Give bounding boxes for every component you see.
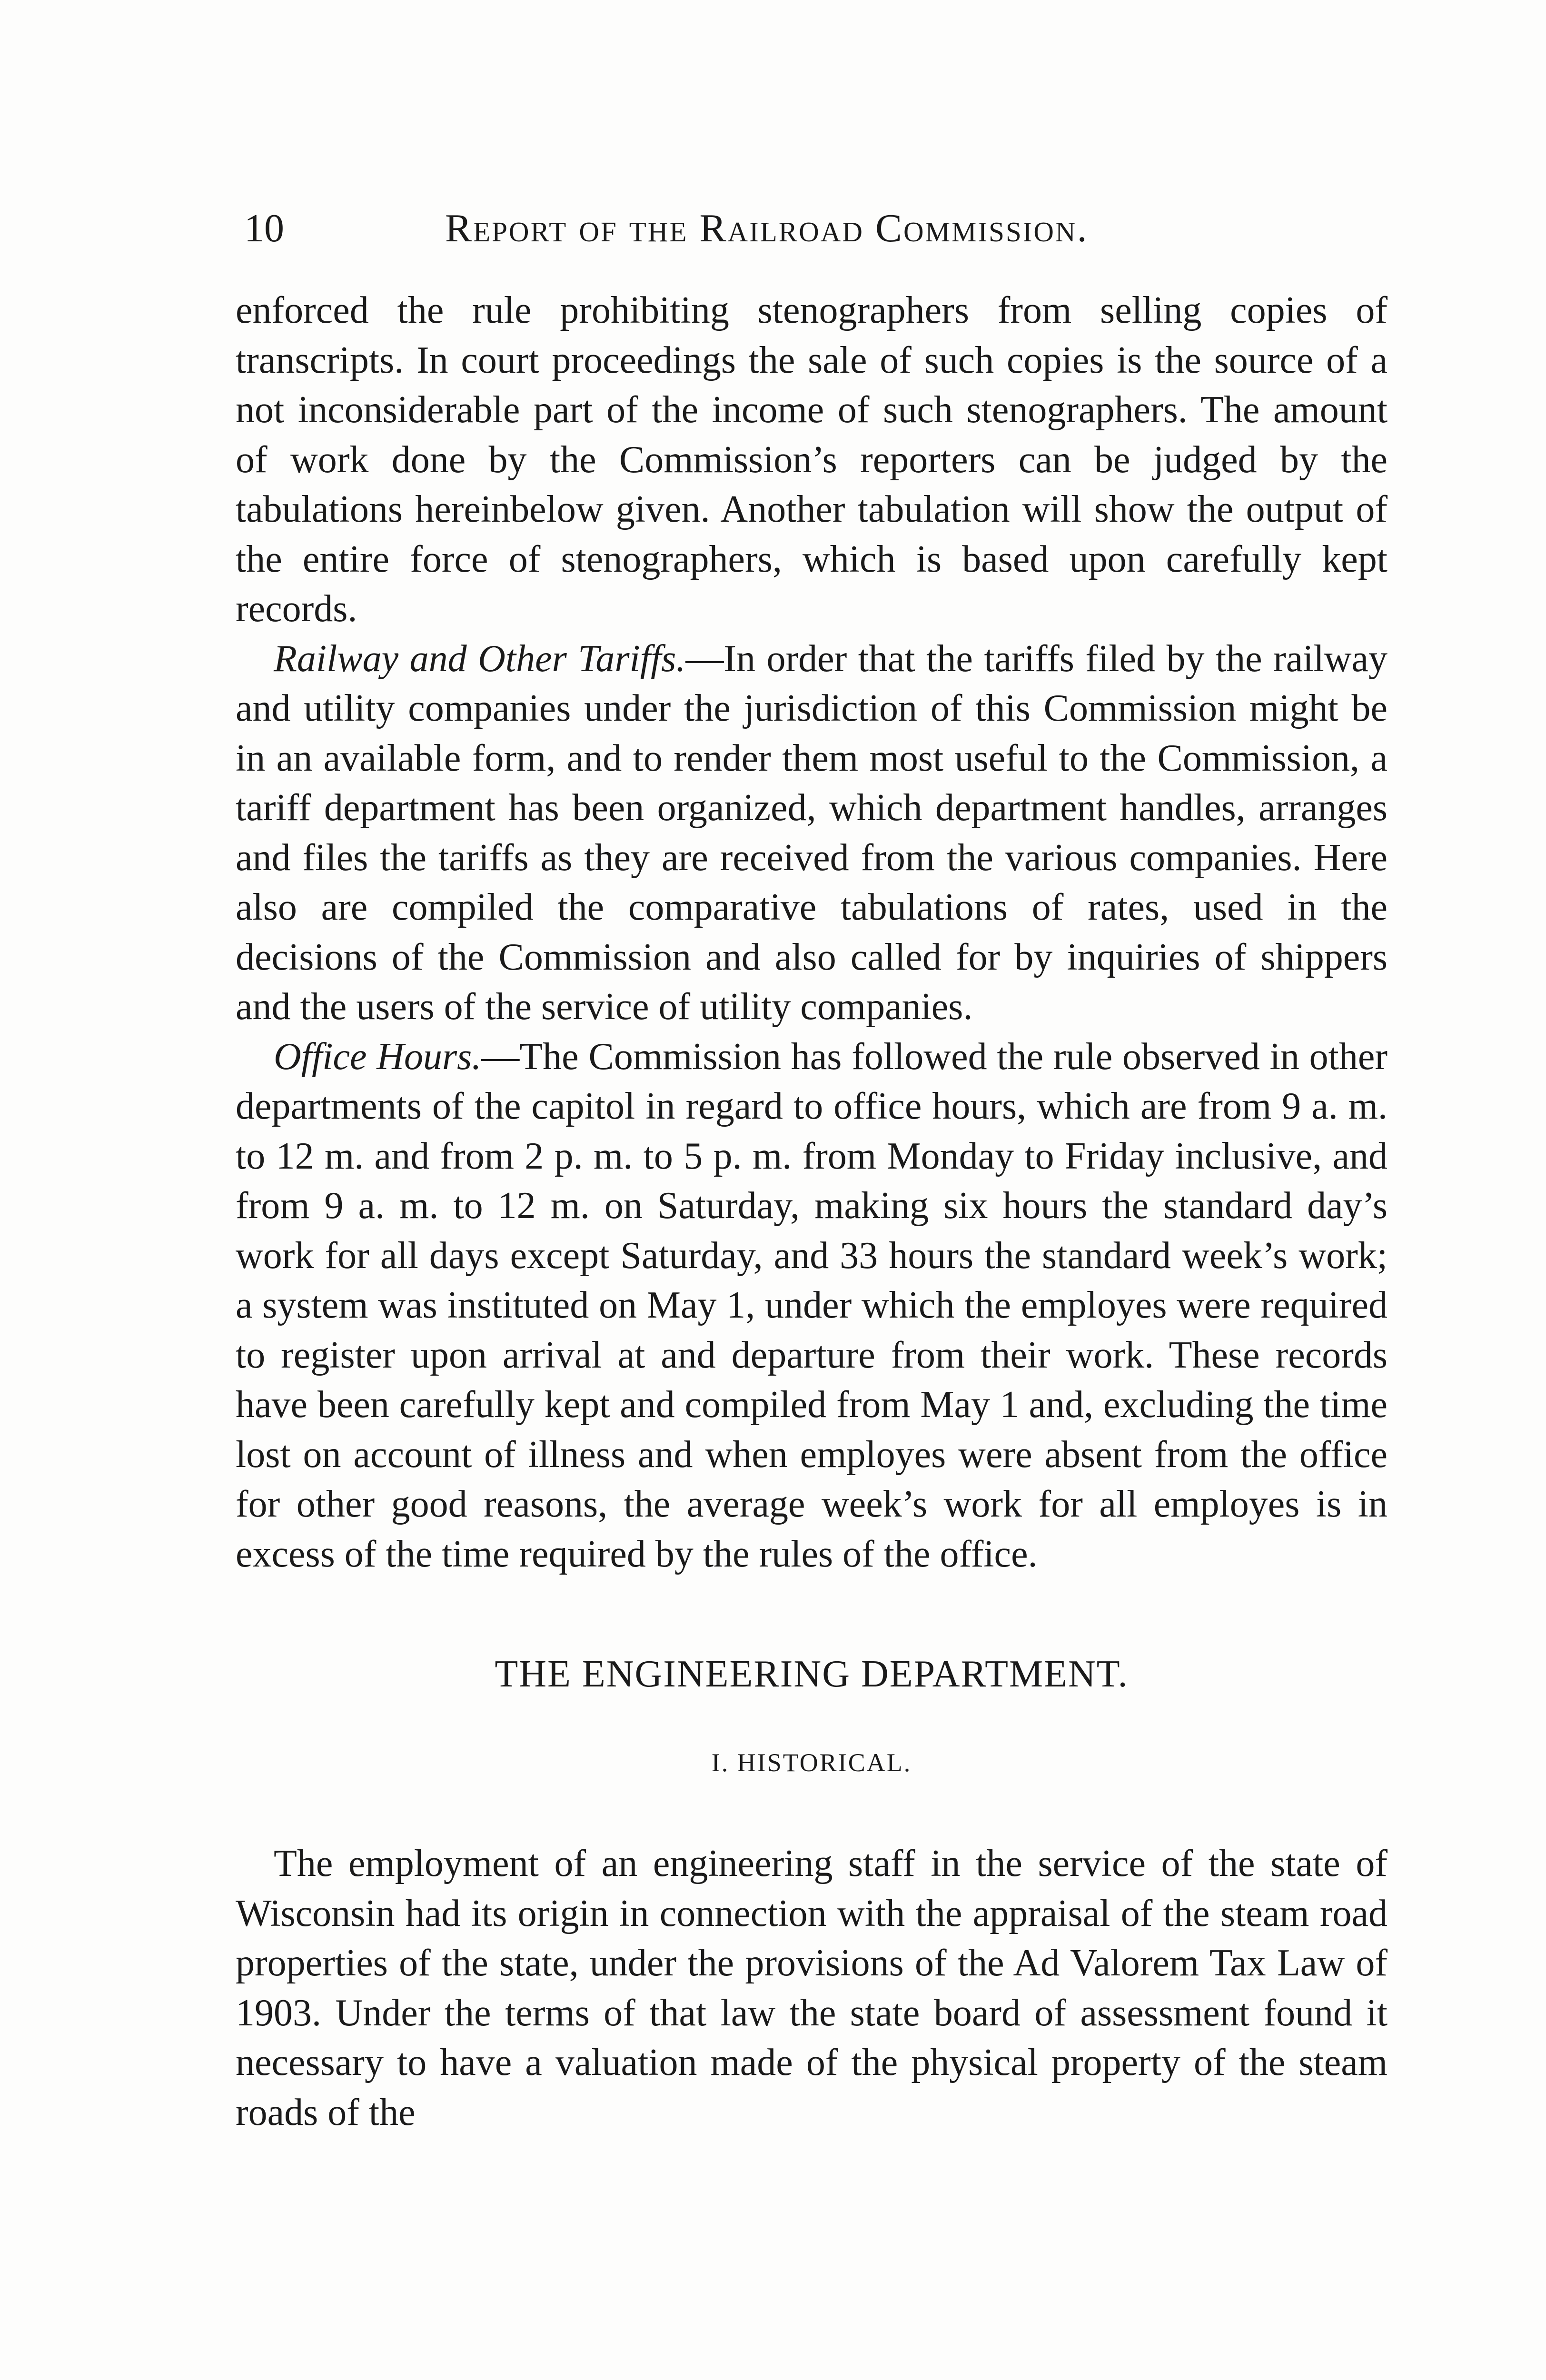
run-in-heading-tariffs: Railway and Other Tariffs. — [274, 637, 686, 680]
body-text-upper — [236, 286, 1387, 1579]
text-column — [236, 200, 1387, 2137]
paragraph-stenographers — [236, 286, 1387, 634]
paragraph-office-hours — [236, 1032, 1387, 1579]
body-text-lower — [236, 1839, 1387, 2137]
paragraph-text: —In order that the tariffs filed by the railway and utility companies under the jurisdiction of this Commission might be in an available form, and to render them most useful to the Commission, a tariff department has been organized, which department handles, arranges and files the tariffs as they are received from the various companies. Here also are compiled the comparative tabulations of rates, used in the decisions of the Commission and also called for by inquiries of shippers and the users of the service of utility companies. — [236, 637, 1387, 1028]
running-head — [236, 200, 1387, 257]
run-in-heading-office-hours: Office Hours. — [274, 1035, 482, 1078]
page-number: 10 — [244, 206, 284, 250]
paragraph-historical — [236, 1839, 1387, 2137]
paragraph-text: enforced the rule prohibiting stenographers from selling copies of transcripts. In court proceedings the sale of such copies is the source of a not inconsiderable part of the income of such stenographers. The amount of work done by the Commission’s reporters can be judged by the tabulations hereinbelow given. Another tabulation will show the output of the entire force of stenographers, which is based upon carefully kept records. — [236, 289, 1387, 630]
sub-heading: I. HISTORICAL. — [711, 1748, 912, 1777]
section-heading: THE ENGINEERING DEPARTMENT. — [495, 1653, 1129, 1695]
paragraph-text: The employment of an engineering staff in the service of the state of Wisconsin had its origin in connection with the appraisal of the steam road properties of the state, under the provisions of the Ad Valorem Tax Law of 1903. Under the terms of that law the state board of assessment found it necessary to have a valuation made of the physical property of the steam roads of the — [236, 1843, 1387, 2133]
paragraph-tariffs — [236, 634, 1387, 1032]
running-title: Report of the Railroad Commission. — [445, 206, 1089, 250]
paragraph-text: —The Commission has followed the rule observed in other departments of the capitol in regard to office hours, which are from 9 a. m. to 12 m. and from 2 p. m. to 5 p. m. from Monday to Friday inclusive, and from 9 a. m. to 12 m. on Saturday, making six hours the standard day’s work for all days except Saturday, and 33 hours the standard week’s work; a system was instituted on May 1, under which the employes were required to register upon arrival at and departure from their work. These records have been carefully kept and compiled from May 1 and, excluding the time lost on account of illness and when employes were absent from the office for other good reasons, the average week’s work for all employes is in excess of the time required by the rules of the office. — [236, 1035, 1387, 1575]
